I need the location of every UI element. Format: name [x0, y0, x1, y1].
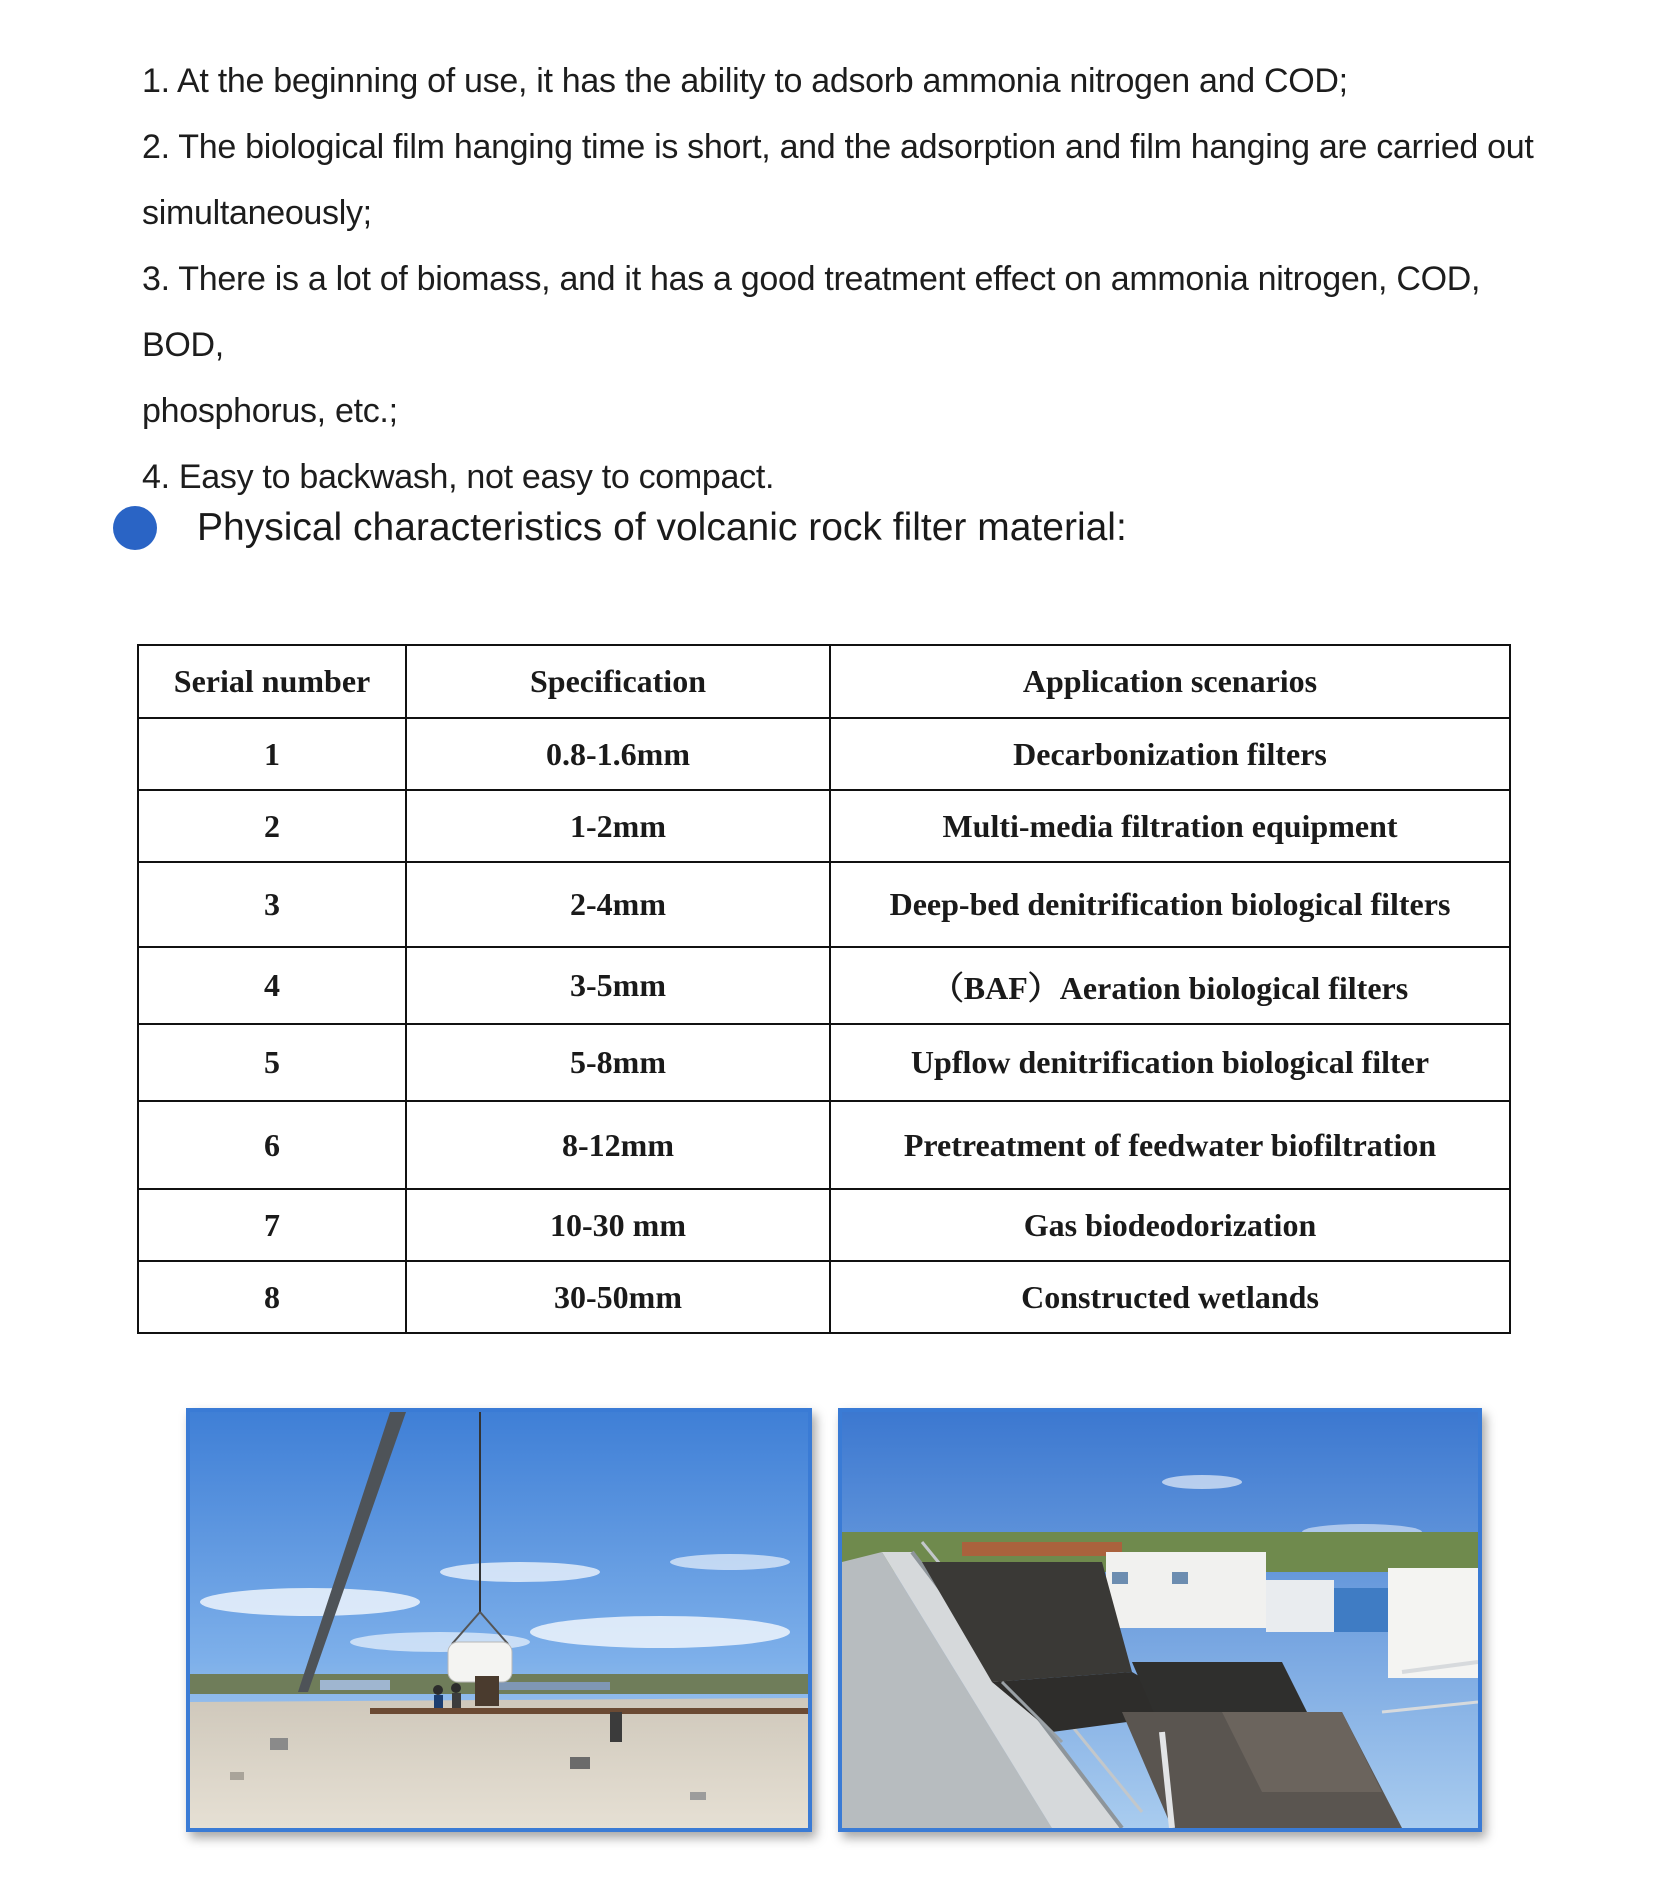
- table-row: [138, 862, 1510, 947]
- intro-line-2: 2. The biological film hanging time is short, and the adsorption and film hanging are carried out: [142, 128, 1534, 166]
- serial-cell: 1: [138, 718, 406, 790]
- serial-cell: 4: [138, 947, 406, 1024]
- spec-cell: 5-8mm: [406, 1024, 830, 1101]
- application-cell: Constructed wetlands: [830, 1261, 1510, 1333]
- spec-cell: 0.8-1.6mm: [406, 718, 830, 790]
- table-row: [138, 1024, 1510, 1101]
- bullet-dot-icon: [113, 506, 157, 550]
- serial-cell: 6: [138, 1101, 406, 1189]
- application-cell: Decarbonization filters: [830, 718, 1510, 790]
- header-specification: Specification: [406, 645, 830, 718]
- table-header-row: [138, 645, 1510, 718]
- table-row: [138, 790, 1510, 862]
- spec-cell: 2-4mm: [406, 862, 830, 947]
- intro-line-6: 4. Easy to backwash, not easy to compact.: [142, 458, 775, 496]
- serial-cell: 7: [138, 1189, 406, 1261]
- spec-cell: 30-50mm: [406, 1261, 830, 1333]
- spec-cell: 8-12mm: [406, 1101, 830, 1189]
- table-row: [138, 947, 1510, 1024]
- application-cell: Pretreatment of feedwater biofiltration: [830, 1101, 1510, 1189]
- serial-cell: 8: [138, 1261, 406, 1333]
- intro-text: [142, 48, 1542, 510]
- crane-lifting-photo: [186, 1408, 812, 1832]
- application-cell: Deep-bed denitrification biological filters: [830, 862, 1510, 947]
- spec-cell: 10-30 mm: [406, 1189, 830, 1261]
- header-serial-number: Serial number: [138, 645, 406, 718]
- photo-gallery: [186, 1408, 1482, 1832]
- intro-line-5: phosphorus, etc.;: [142, 392, 398, 430]
- spec-cell: 1-2mm: [406, 790, 830, 862]
- intro-line-3: simultaneously;: [142, 194, 372, 232]
- serial-cell: 2: [138, 790, 406, 862]
- application-cell: Gas biodeodorization: [830, 1189, 1510, 1261]
- header-application-scenarios: Application scenarios: [830, 645, 1510, 718]
- section-heading-text: Physical characteristics of volcanic rock filter material:: [197, 506, 1127, 549]
- spec-cell: 3-5mm: [406, 947, 830, 1024]
- serial-cell: 5: [138, 1024, 406, 1101]
- table-row: [138, 1101, 1510, 1189]
- spec-table: [137, 644, 1511, 1334]
- application-cell: （BAF）Aeration biological filters: [830, 947, 1510, 1024]
- intro-line-1: 1. At the beginning of use, it has the ability to adsorb ammonia nitrogen and COD;: [142, 62, 1348, 100]
- table-row: [138, 718, 1510, 790]
- application-cell: Multi-media filtration equipment: [830, 790, 1510, 862]
- intro-line-4: 3. There is a lot of biomass, and it has a good treatment effect on ammonia nitrogen, COD, BOD,: [142, 260, 1481, 364]
- treatment-plant-photo: [838, 1408, 1482, 1832]
- table-row: [138, 1189, 1510, 1261]
- serial-cell: 3: [138, 862, 406, 947]
- table-row: [138, 1261, 1510, 1333]
- application-cell: Upflow denitrification biological filter: [830, 1024, 1510, 1101]
- section-heading: [113, 500, 1127, 556]
